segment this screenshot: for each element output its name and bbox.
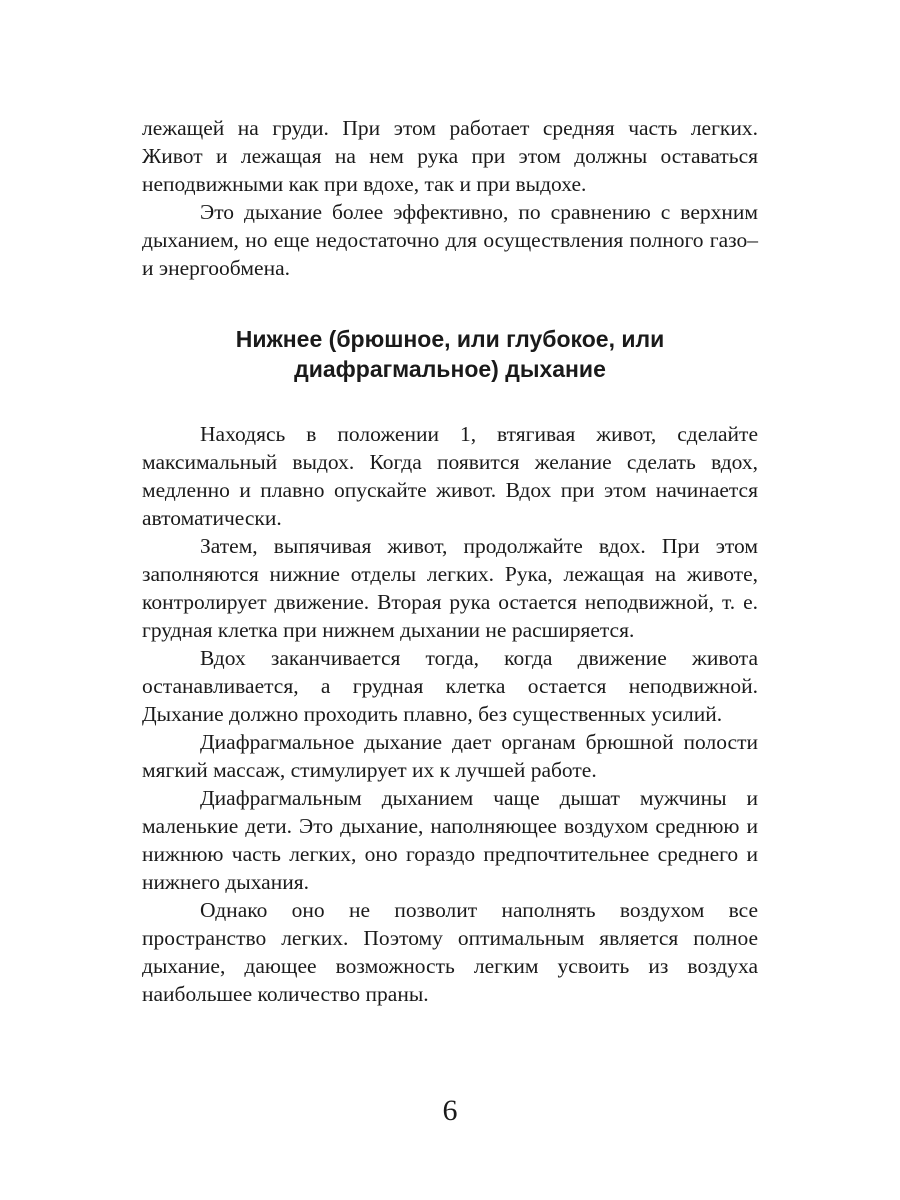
paragraph: Диафрагмальное дыхание дает органам брюшной полости мягкий массаж, стимулирует их к лучшей работе.: [142, 730, 758, 782]
paragraph: Вдох заканчивается тогда, когда движение живота останавливается, а грудная клетка остается неподвижной. Дыхание должно проходить плавно, без существенных усилий.: [142, 646, 758, 726]
book-page: [142, 114, 758, 1008]
paragraph: Находясь в положении 1, втягивая живот, сделайте максимальный выдох. Когда появится желание сделать вдох, медленно и плавно опускайте живот. Вдох при этом начинается автоматически.: [142, 422, 758, 530]
paragraph: Затем, выпячивая живот, продолжайте вдох. При этом заполняются нижние отделы легких. Рука, лежащая на животе, контролирует движение. Вторая рука остается неподвижной, т. е. грудная клетка при нижнем дыхании не расширяется.: [142, 534, 758, 642]
paragraph: Однако оно не позволит наполнять воздухом все пространство легких. Поэтому оптимальным является полное дыхание, дающее возможность легким усвоить из воздуха наибольшее количество праны.: [142, 898, 758, 1006]
page-number: 6: [442, 1094, 458, 1127]
section-heading: [142, 324, 758, 384]
paragraph: Это дыхание более эффективно, по сравнению с верхним дыханием, но еще недостаточно для осуществления полного газо– и энергообмена.: [142, 200, 758, 280]
section-heading-line: Нижнее (брюшное, или глубокое, или: [235, 326, 665, 352]
paragraph: Диафрагмальным дыханием чаще дышат мужчины и маленькие дети. Это дыхание, наполняющее воздухом среднюю и нижнюю часть легких, оно гораздо предпочтительнее среднего и нижнего дыхания.: [142, 786, 758, 894]
continued-paragraph: лежащей на груди. При этом работает средняя часть легких. Живот и лежащая на нем рука при этом должны оставаться неподвижными как при вдохе, так и при выдохе.: [142, 116, 758, 196]
section-heading-line: диафрагмальное) дыхание: [294, 356, 606, 382]
